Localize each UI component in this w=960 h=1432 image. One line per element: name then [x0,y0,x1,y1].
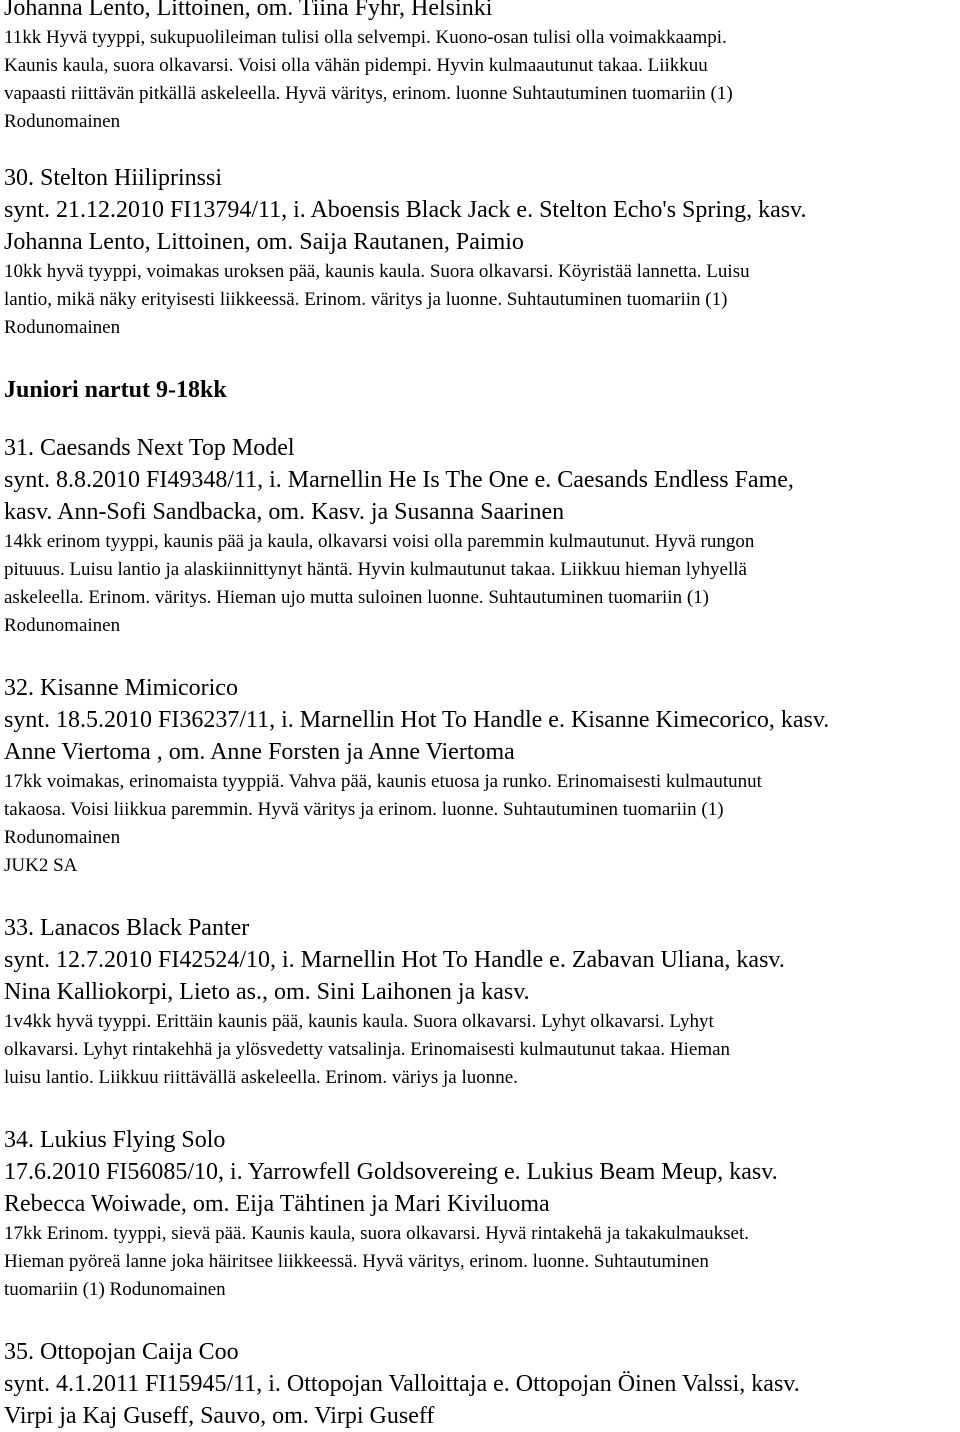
entry-critique: 10kk hyvä tyyppi, voimakas uroksen pää, kaunis kaula. Suora olkavarsi. Köyristää lannetta. Luisu [4,261,750,282]
entry-details: synt. 12.7.2010 FI42524/10, i. Marnellin Hot To Handle e. Zabavan Uliana, kasv. [4,947,785,973]
entry-30 [4,162,954,342]
entry-critique: Hieman pyöreä lanne joka häiritsee liikkeessä. Hyvä väritys, erinom. luonne. Suhtautuminen [4,1251,709,1272]
intro-block [4,0,954,136]
entry-critique: 1v4kk hyvä tyyppi. Erittäin kaunis pää, kaunis kaula. Suora olkavarsi. Lyhyt olkavarsi. Lyhyt [4,1011,714,1032]
entry-critique: 17kk Erinom. tyyppi, sievä pää. Kaunis kaula, suora olkavarsi. Hyvä rintakehä ja takakulmaukset. [4,1223,750,1244]
entry-title: 30. Stelton Hiiliprinssi [4,165,223,191]
entry-31 [4,432,954,640]
entry-award: JUK2 SA [4,855,78,876]
entry-title: 31. Caesands Next Top Model [4,435,295,461]
intro-critique-line: Rodunomainen [4,111,121,132]
intro-critique-line: vapaasti riittävän pitkällä askeleella. Hyvä väritys, erinom. luonne Suhtautuminen tuomariin (1) [4,83,733,104]
entry-critique: Rodunomainen [4,827,121,848]
entry-details: synt. 21.12.2010 FI13794/11, i. Aboensis Black Jack e. Stelton Echo's Spring, kasv. [4,197,807,223]
intro-critique-line: Kaunis kaula, suora olkavarsi. Voisi olla vähän pidempi. Hyvin kulmaautunut takaa. Liikkuu [4,55,708,76]
entry-critique: tuomariin (1) Rodunomainen [4,1279,226,1300]
entry-34 [4,1124,954,1304]
entry-critique: luisu lantio. Liikkuu riittävällä askeleella. Erinom. väriys ja luonne. [4,1067,518,1088]
entry-title: 34. Lukius Flying Solo [4,1127,226,1153]
intro-owner-line: Johanna Lento, Littoinen, om. Tiina Fyhr, Helsinki [4,0,493,21]
entry-details: kasv. Ann-Sofi Sandbacka, om. Kasv. ja Susanna Saarinen [4,499,565,525]
entry-title: 35. Ottopojan Caija Coo [4,1339,239,1365]
entry-32 [4,672,954,880]
entry-details: synt. 4.1.2011 FI15945/11, i. Ottopojan Valloittaja e. Ottopojan Öinen Valssi, kasv. [4,1371,800,1397]
entry-title: 32. Kisanne Mimicorico [4,675,238,701]
entry-details: 17.6.2010 FI56085/10, i. Yarrowfell Goldsovereing e. Lukius Beam Meup, kasv. [4,1159,778,1185]
entry-details: Nina Kalliokorpi, Lieto as., om. Sini Laihonen ja kasv. [4,979,530,1005]
entry-details: Johanna Lento, Littoinen, om. Saija Rautanen, Paimio [4,229,524,255]
entry-title: 33. Lanacos Black Panter [4,915,250,941]
entry-critique: 17kk voimakas, erinomaista tyyppiä. Vahva pää, kaunis etuosa ja runko. Erinomaisesti kulmautunut [4,771,762,792]
entry-33 [4,912,954,1092]
entry-critique: askeleella. Erinom. väritys. Hieman ujo mutta suloinen luonne. Suhtautuminen tuomariin (1) [4,587,709,608]
entry-details: Rebecca Woiwade, om. Eija Tähtinen ja Mari Kiviluoma [4,1191,550,1217]
entry-critique: olkavarsi. Lyhyt rintakehhä ja ylösvedetty vatsalinja. Erinomaisesti kulmautunut takaa. Hieman [4,1039,731,1060]
entry-critique: lantio, mikä näky erityisesti liikkeessä. Erinom. väritys ja luonne. Suhtautuminen tuomariin (1) [4,289,728,310]
section-heading: Juniori nartut 9-18kk [4,377,227,403]
document-page [4,0,954,1432]
entry-critique: Rodunomainen [4,317,121,338]
entry-critique: Rodunomainen [4,615,121,636]
entry-details: synt. 8.8.2010 FI49348/11, i. Marnellin He Is The One e. Caesands Endless Fame, [4,467,794,493]
entry-critique: 14kk erinom tyyppi, kaunis pää ja kaula, olkavarsi voisi olla paremmin kulmautunut. Hyvä rungon [4,531,755,552]
entry-critique: takaosa. Voisi liikkua paremmin. Hyvä väritys ja erinom. luonne. Suhtautuminen tuomariin (1) [4,799,724,820]
entry-details: Virpi ja Kaj Guseff, Sauvo, om. Virpi Guseff [4,1403,435,1429]
intro-critique-line: 11kk Hyvä tyyppi, sukupuolileiman tulisi olla selvempi. Kuono-osan tulisi olla voimakkaampi. [4,27,727,48]
entry-critique: pituuus. Luisu lantio ja alaskiinnittynyt häntä. Hyvin kulmautunut takaa. Liikkuu hieman lyhyellä [4,559,747,580]
entry-35 [4,1336,954,1432]
entry-details: Anne Viertoma , om. Anne Forsten ja Anne Viertoma [4,739,515,765]
entry-details: synt. 18.5.2010 FI36237/11, i. Marnellin Hot To Handle e. Kisanne Kimecorico, kasv. [4,707,830,733]
